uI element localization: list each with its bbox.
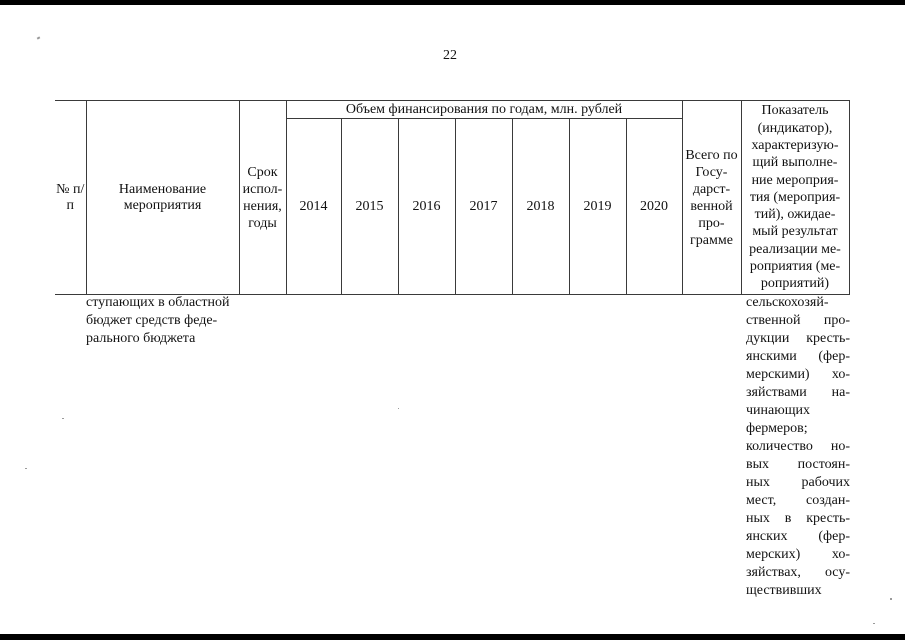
header-year: 2018 [512,119,569,295]
text-line: мерскими) хо- [746,367,850,382]
text-line: сельскохозяй- [746,295,829,310]
header-financing-title: Объем финансирования по годам, млн. рублей [286,101,682,119]
text-line: ных в кресть- [746,511,850,526]
text-line: ступающих в областной [86,295,230,310]
text-line: мерских) хо- [746,547,850,562]
text-line: мест, создан- [746,493,850,508]
scan-speck [25,468,27,469]
scan-bottom-edge [0,634,905,640]
header-term: Срок испол-нения, годы [239,101,286,295]
header-indicator: Показатель (индикатор), характеризую-щий выполне-ние мероприя-тия (мероприя-тий), ожидае-мый результат реализации ме-роприятия (ме-роприятий) [741,101,849,295]
header-total: Всего по Госу-дарст-венной про-грамме [682,101,741,295]
header-num: № п/п [55,101,86,295]
text-line: количество но- [746,439,850,454]
page-number: 22 [443,48,457,63]
name-column-continuation [86,294,238,348]
text-line: зяйствами на- [746,385,850,400]
scan-speck [398,408,399,409]
text-line: ных рабочих [746,475,850,490]
text-line: янских (фер- [746,529,850,544]
text-line: ственной про- [746,313,850,328]
scan-speck [37,36,41,39]
header-year: 2020 [626,119,682,295]
header-year: 2016 [398,119,455,295]
text-line: янскими (фер- [746,349,850,364]
scan-top-edge [0,0,905,5]
scan-speck [62,418,64,419]
header-year: 2014 [286,119,341,295]
text-line: дукции кресть- [746,331,850,346]
header-year: 2019 [569,119,626,295]
text-line: фермеров; [746,421,808,436]
scan-speck [890,598,892,600]
text-line: рального бюджета [86,331,196,346]
text-line: вых постоян- [746,457,850,472]
text-line: бюджет средств феде- [86,313,218,328]
text-line: зяйствах, осу- [746,565,850,580]
header-year: 2015 [341,119,398,295]
text-line: чинающих [746,403,810,418]
text-line: ществивших [746,583,822,598]
header-year: 2017 [455,119,512,295]
header-name: Наименование мероприятия [86,101,239,295]
indicator-column-continuation [746,294,850,600]
scan-speck [873,623,875,624]
financing-table-header [55,100,850,295]
